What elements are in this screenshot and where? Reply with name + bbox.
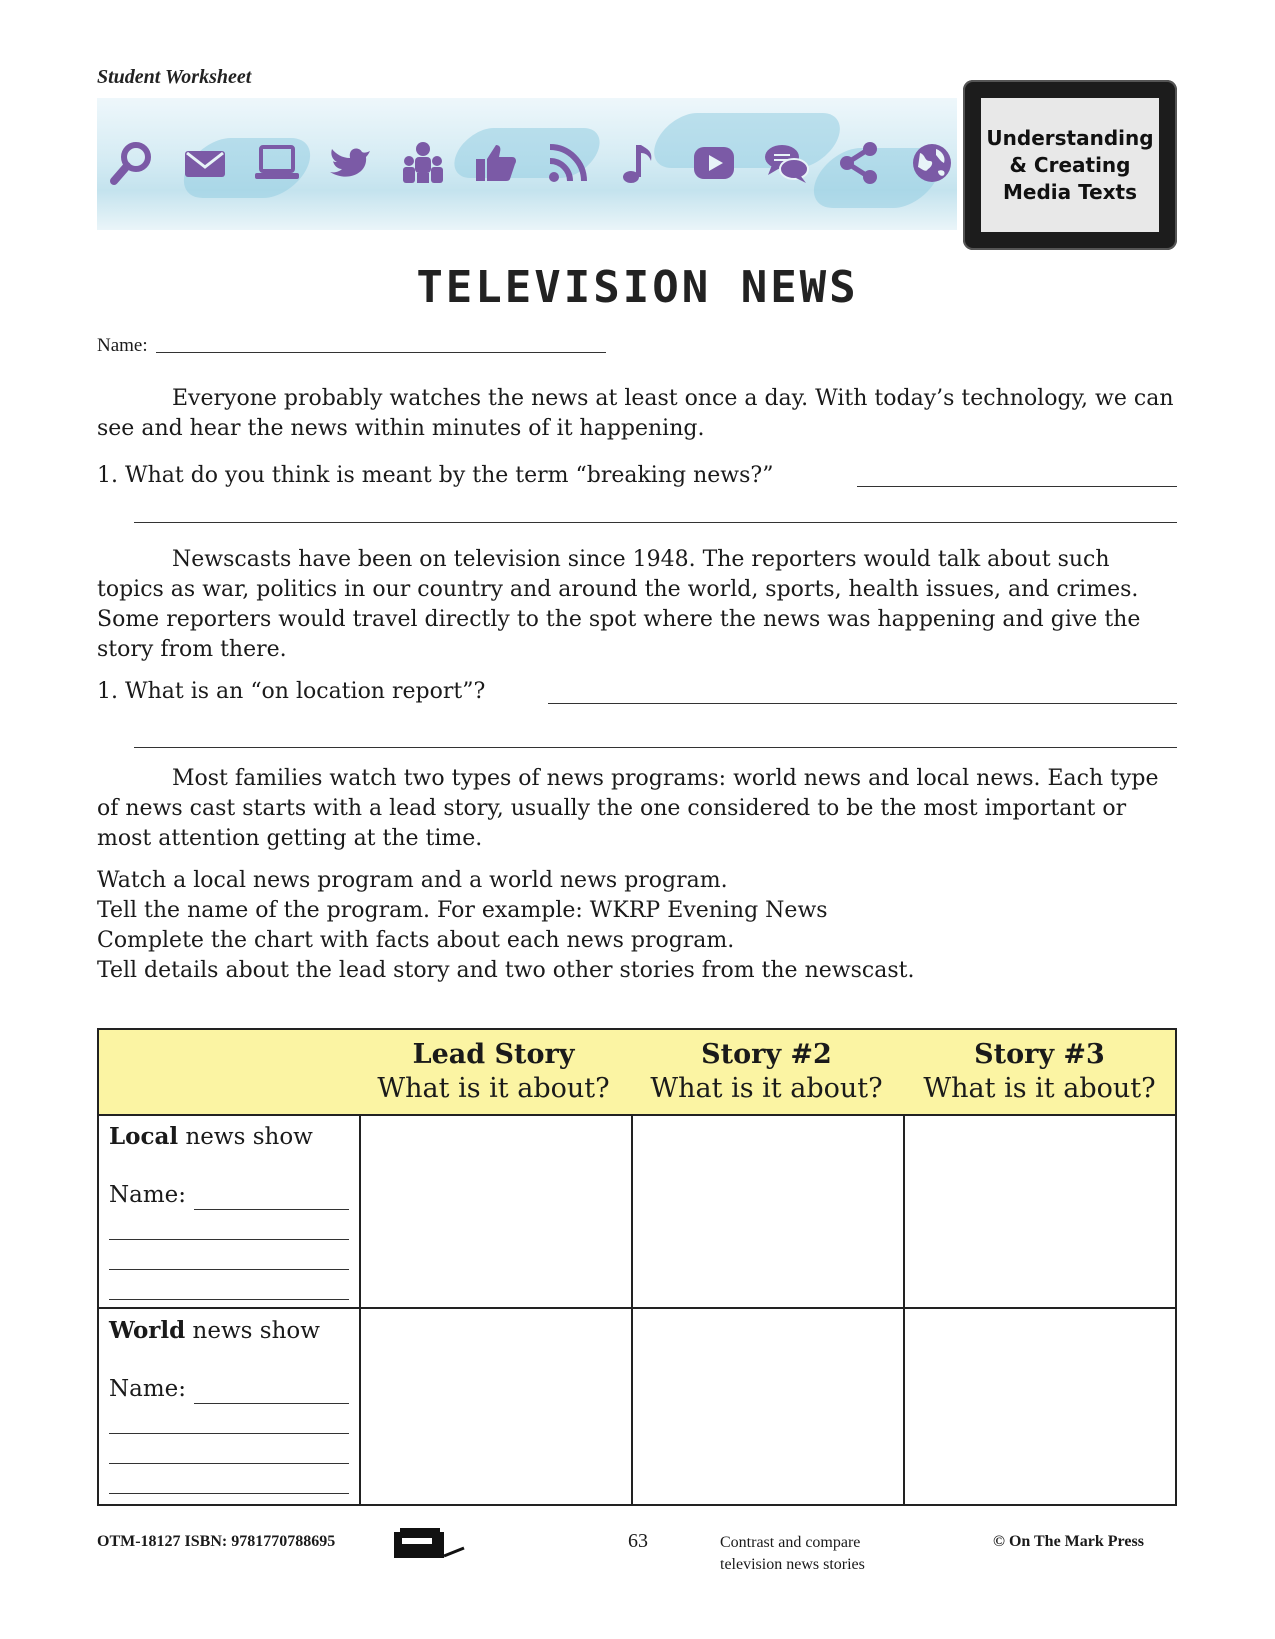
- answer-line[interactable]: [134, 522, 1177, 523]
- laptop-icon: [252, 135, 302, 191]
- answer-line[interactable]: [548, 703, 1177, 704]
- music-note-icon: [616, 135, 666, 191]
- local-story-2-cell[interactable]: [633, 1116, 903, 1306]
- world-story-2-cell[interactable]: [633, 1309, 903, 1504]
- local-lead-story-cell[interactable]: [361, 1116, 631, 1306]
- globe-icon: [907, 135, 957, 191]
- world-lead-story-cell[interactable]: [361, 1309, 631, 1504]
- footer-description: Contrast and compare television news stories: [720, 1534, 865, 1573]
- rss-icon: [543, 135, 593, 191]
- row-label-local: Local news show Name:: [109, 1122, 349, 1300]
- worksheet-label: Student Worksheet: [97, 66, 252, 88]
- news-types-paragraph: Most families watch two types of news programs: world news and local news. Each type of news cast starts with a lead story, usually the one considered to be the most important or most attention getting at the time.: [97, 766, 1159, 851]
- history-paragraph: Newscasts have been on television since 1948. The reporters would talk about such topics as war, politics in our country and around the world, sports, health issues, and crimes. Some reporters would travel directly to the spot where the news was happening and give the story from there.: [97, 547, 1141, 662]
- name-field[interactable]: [97, 335, 606, 357]
- local-story-3-cell[interactable]: [905, 1116, 1175, 1306]
- media-icons-banner: [97, 98, 957, 230]
- local-name-line[interactable]: [109, 1240, 349, 1270]
- bird-icon: [325, 135, 375, 191]
- world-story-3-cell[interactable]: [905, 1309, 1175, 1504]
- envelope-icon: [180, 135, 230, 191]
- footer-copyright: © On The Mark Press: [993, 1533, 1144, 1550]
- world-name-line[interactable]: [109, 1464, 349, 1494]
- magnifier-icon: [107, 135, 157, 191]
- world-name-line[interactable]: [109, 1434, 349, 1464]
- world-name-line[interactable]: [109, 1404, 349, 1434]
- footer-isbn: OTM-18127 ISBN: 9781770788695: [97, 1533, 336, 1550]
- share-icon: [834, 135, 884, 191]
- question-on-location: 1. What is an “on location report”?: [97, 679, 486, 704]
- instructions: [97, 866, 1177, 986]
- intro-paragraph: Everyone probably watches the news at least once a day. With today’s technology, we can see and hear the news within minutes of it happening.: [97, 386, 1174, 441]
- answer-line[interactable]: [857, 486, 1177, 487]
- answer-line[interactable]: [134, 747, 1177, 748]
- chat-bubbles-icon: [761, 135, 811, 191]
- world-name-blank[interactable]: [194, 1381, 349, 1404]
- row-label-world: World news show Name:: [109, 1316, 349, 1494]
- question-breaking-news: 1. What do you think is meant by the term “breaking news?”: [97, 463, 774, 488]
- instruction-line: Watch a local news program and a world news program.: [97, 868, 728, 893]
- instruction-line: Complete the chart with facts about each news program.: [97, 928, 735, 953]
- column-header-lead-story: Lead Story What is it about?: [377, 1039, 610, 1104]
- instruction-line: Tell the name of the program. For example: WKRP Evening News: [97, 898, 828, 923]
- local-name-blank[interactable]: [194, 1187, 349, 1210]
- name-label: Name:: [97, 335, 148, 356]
- column-header-story-2: Story #2 What is it about?: [650, 1039, 883, 1104]
- media-texts-badge: [963, 80, 1177, 250]
- page-title: TELEVISION NEWS: [416, 262, 859, 313]
- play-icon: [689, 135, 739, 191]
- news-chart-table: [97, 1028, 1177, 1506]
- name-blank[interactable]: [156, 336, 606, 353]
- local-name-line[interactable]: [109, 1270, 349, 1300]
- publisher-logo-icon: [392, 1526, 466, 1560]
- page-number: 63: [628, 1530, 648, 1552]
- column-header-story-3: Story #3 What is it about?: [923, 1039, 1156, 1104]
- instruction-line: Tell details about the lead story and two other stories from the newscast.: [97, 958, 915, 983]
- people-icon: [398, 135, 448, 191]
- local-name-line[interactable]: [109, 1210, 349, 1240]
- badge-text: Understanding & Creating Media Texts: [981, 98, 1159, 232]
- thumbs-up-icon: [471, 135, 521, 191]
